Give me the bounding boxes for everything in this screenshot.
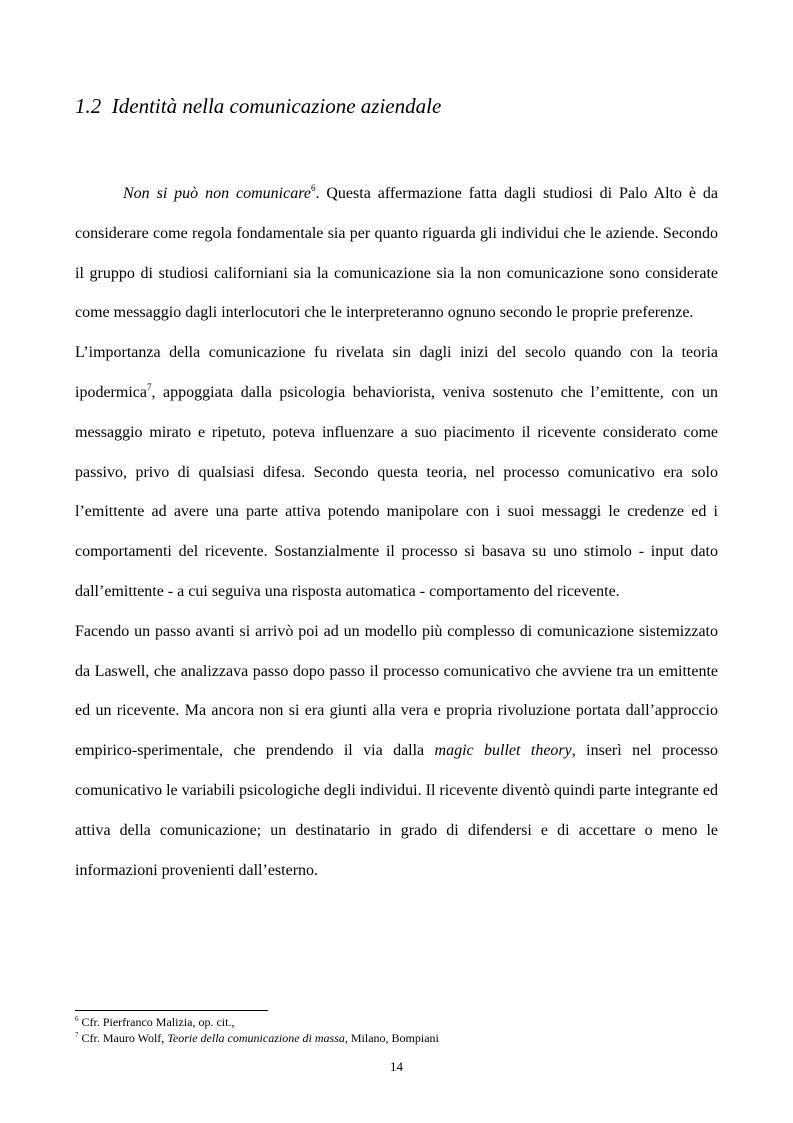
footnote-text-before: Cfr. Mauro Wolf, [78, 1031, 168, 1045]
footnote-text-after: , Milano, Bompiani [344, 1031, 439, 1045]
paragraph-2-text-before: L’importanza della comunicazione fu rivelata sin dagli inizi del secolo quando con la teoria ipodermica [75, 344, 718, 401]
footnote-7 [75, 1030, 439, 1046]
page-number: 14 [390, 1059, 403, 1074]
footnote-text: Cfr. Pierfranco Malizia, op. cit., [78, 1015, 235, 1029]
footnote-ref-6[interactable]: 6 [310, 183, 316, 193]
footnote-number: 6 [75, 1015, 79, 1023]
body-text [75, 174, 718, 890]
paragraph-3-text-after: , inserì nel processo comunicativo le variabili psicologiche degli individui. Il ricevente diventò quindi parte integrante ed attiva della comunicazione; un destinatario in grado di difendersi e di accettare o meno le informazioni provenienti dall’esterno. [75, 742, 718, 879]
footnote-italic-title: Teorie della comunicazione di massa [167, 1031, 345, 1045]
paragraph-1-text: . Questa affermazione fatta dagli studiosi di Palo Alto è da considerare come regola fondamentale sia per quanto riguarda gli individui che le aziende. Secondo il gruppo di studiosi californiani sia la comunicazione sia la non comunicazione sono considerate come messaggio dagli interlocutori che le interpreteranno ognuno secondo le proprie preferenze. [75, 185, 718, 322]
paragraph-3-text-before: Facendo un passo avanti si arrivò poi ad un modello più complesso di comunicazione sistemizzato da Laswell, che analizzava passo dopo passo il processo comunicativo che avviene tra un emittente ed un ricevente. Ma ancora non si era giunti alla vera e propria rivoluzione portata dall’approccio empirico-sperimentale, che prendendo il via dalla [75, 622, 718, 760]
footnote-separator [75, 1010, 268, 1011]
paragraph-1 [75, 174, 718, 333]
italic-term: magic bullet theory [434, 742, 572, 760]
section-number: 1.2 [75, 94, 102, 118]
italic-quote: Non si può non comunicare [123, 185, 311, 202]
footnotes [75, 1014, 439, 1046]
paragraph-2-text-after: , appoggiata dalla psicologia behaviorista, veniva sostenuto che l’emittente, con un messaggio mirato e ripetuto, poteva influenzare a suo piacimento il ricevente considerato come passivo, privo di qualsiasi difesa. Secondo questa teoria, nel processo comunicativo era solo l’emittente ad avere una parte attiva potendo manipolare con i suoi messaggi le credenze ed i comportamenti del ricevente. Sostanzialmente il processo si basava su uno stimolo - input dato dall’emittente - a cui seguiva una risposta automatica - comportamento del ricevente. [75, 383, 718, 600]
section-title: Identità nella comunicazione aziendale [111, 94, 442, 118]
section-heading [75, 94, 441, 119]
paragraph-3 [75, 612, 718, 891]
paragraph-2 [75, 333, 718, 612]
footnote-number: 7 [75, 1031, 79, 1039]
footnote-ref-7[interactable]: 7 [146, 381, 152, 392]
footnote-6 [75, 1014, 439, 1030]
